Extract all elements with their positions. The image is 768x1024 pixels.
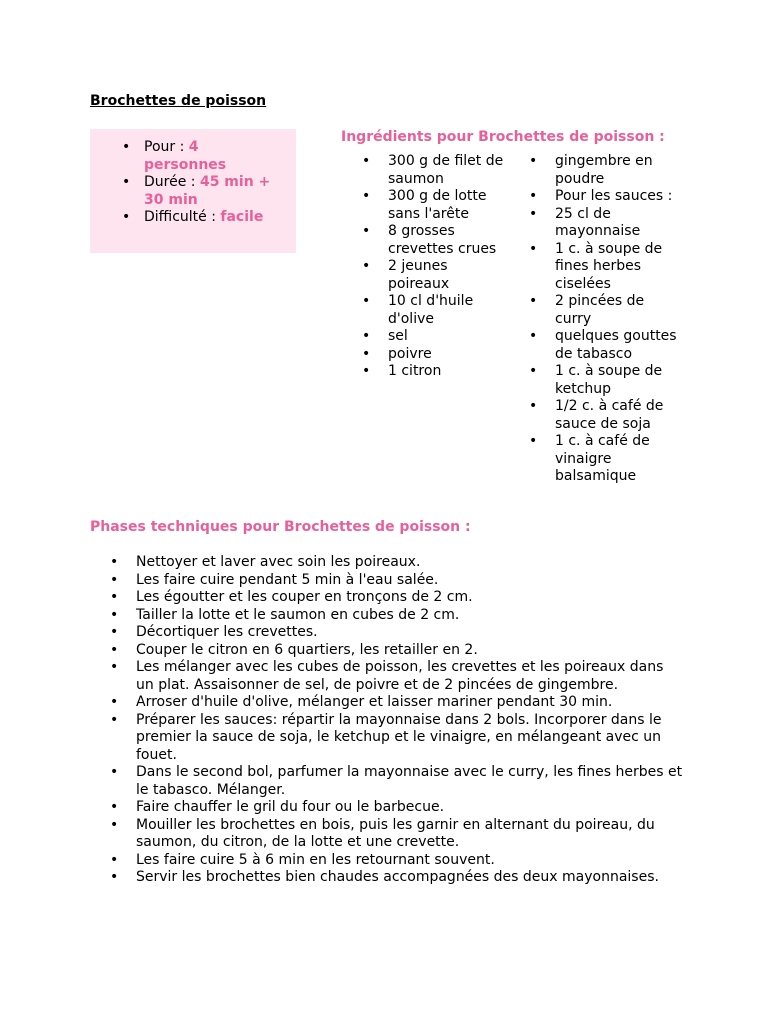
- step-item: [110, 799, 684, 817]
- ingredient-item-text: 1 c. à soupe de ketchup: [555, 363, 663, 397]
- info-value: 4 personnes: [144, 139, 227, 173]
- ingredient-item: [529, 433, 677, 486]
- recipe-title: Brochettes de poisson: [90, 93, 267, 109]
- info-servings: [90, 139, 274, 174]
- step-item-text: Tailler la lotte et le saumon en cubes de 2 cm.: [136, 606, 460, 623]
- ingredients-column-2: [529, 153, 689, 486]
- step-item: [110, 764, 684, 799]
- step-item-text: Dans le second bol, parfumer la mayonnaise avec le curry, les fines herbes et le tabasco. Mélanger.: [136, 764, 683, 798]
- bullet-icon: •: [362, 153, 371, 169]
- step-item: [110, 572, 684, 590]
- ingredient-item-text: 1 c. à café de vinaigre balsamique: [555, 433, 650, 484]
- ingredient-item-text: 10 cl d'huile d'olive: [388, 293, 474, 327]
- step-item: [110, 659, 684, 694]
- bullet-icon: •: [529, 205, 538, 222]
- ingredient-item: [362, 328, 510, 346]
- steps-title: Phases techniques pour Brochettes de poisson :: [90, 519, 471, 535]
- step-item-text: Décortiquer les crevettes.: [136, 624, 318, 640]
- step-item: [110, 869, 684, 887]
- ingredient-item-text: Pour les sauces :: [555, 188, 673, 204]
- bullet-icon: •: [529, 293, 538, 309]
- bullet-icon: •: [110, 869, 119, 885]
- ingredient-item: [529, 398, 677, 433]
- bullet-icon: •: [529, 363, 538, 379]
- step-item-text: Préparer les sauces: répartir la mayonnaise dans 2 bols. Incorporer dans le premier la sauce de soja, le ketchup et le vinaigre, en mélangeant avec un fouet.: [136, 711, 662, 763]
- ingredient-item: [529, 241, 677, 294]
- step-item-text: Mouiller les brochettes en bois, puis les garnir en alternant du poireau, du saumon, du citron, de la lotte et une crevette.: [136, 816, 655, 850]
- bullet-icon: •: [362, 345, 371, 362]
- bullet-icon: •: [110, 641, 119, 658]
- ingredient-item-text: sel: [388, 328, 408, 344]
- ingredient-item: [362, 153, 510, 188]
- ingredient-item-text: poivre: [388, 345, 432, 362]
- step-item: [110, 624, 684, 642]
- bullet-icon: •: [110, 764, 119, 780]
- step-item: [110, 852, 684, 870]
- info-label: Difficulté :: [144, 209, 221, 225]
- ingredient-item-text: 1 citron: [388, 363, 442, 379]
- info-difficulty: [90, 209, 274, 227]
- ingredient-item: [362, 188, 510, 223]
- ingredient-item: [529, 153, 677, 188]
- ingredient-item-text: 1/2 c. à café de sauce de soja: [555, 398, 664, 432]
- bullet-icon: •: [122, 209, 131, 225]
- ingredient-item: [362, 293, 510, 328]
- ingredient-item: [529, 328, 677, 363]
- step-item: [110, 642, 684, 660]
- step-item-text: Les faire cuire 5 à 6 min en les retournant souvent.: [136, 851, 495, 868]
- bullet-icon: •: [362, 223, 371, 239]
- step-item: [110, 712, 684, 765]
- bullet-icon: •: [122, 139, 131, 155]
- ingredient-item: [529, 188, 677, 206]
- bullet-icon: •: [529, 328, 538, 344]
- bullet-icon: •: [110, 799, 119, 815]
- bullet-icon: •: [110, 624, 119, 640]
- bullet-icon: •: [529, 433, 538, 449]
- bullet-icon: •: [110, 554, 119, 570]
- step-item-text: Les faire cuire pendant 5 min à l'eau salée.: [136, 571, 439, 588]
- step-item: [110, 554, 684, 572]
- step-item-text: Couper le citron en 6 quartiers, les retailler en 2.: [136, 641, 478, 658]
- ingredients-title: Ingrédients pour Brochettes de poisson :: [341, 129, 665, 145]
- info-label: Pour :: [144, 139, 189, 155]
- bullet-icon: •: [110, 606, 119, 623]
- bullet-icon: •: [362, 363, 371, 379]
- ingredient-item: [529, 206, 677, 241]
- step-item: [110, 694, 684, 712]
- ingredient-item-text: 1 c. à soupe de fines herbes ciselées: [555, 240, 663, 292]
- info-box: [90, 129, 296, 253]
- ingredient-item: [362, 223, 510, 258]
- ingredient-item-text: 8 grosses crevettes crues: [388, 223, 497, 257]
- bullet-icon: •: [362, 328, 371, 344]
- ingredient-item-text: 300 g de filet de saumon: [388, 153, 504, 187]
- bullet-icon: •: [110, 816, 119, 833]
- bullet-icon: •: [110, 694, 119, 710]
- ingredient-item-text: gingembre en poudre: [555, 153, 653, 187]
- step-item: [110, 607, 684, 625]
- bullet-icon: •: [362, 293, 371, 309]
- ingredient-item: [529, 293, 677, 328]
- step-item-text: Les mélanger avec les cubes de poisson, les crevettes et les poireaux dans un plat. Assaisonner de sel, de poivre et de 2 pincées de gingembre.: [136, 659, 664, 693]
- ingredients-column-1: [362, 153, 522, 381]
- step-item: [110, 589, 684, 607]
- step-item-text: Servir les brochettes bien chaudes accompagnées des deux mayonnaises.: [136, 869, 659, 885]
- bullet-icon: •: [529, 240, 538, 257]
- ingredient-item-text: 25 cl de mayonnaise: [555, 205, 641, 239]
- bullet-icon: •: [110, 571, 119, 588]
- ingredient-item-text: 300 g de lotte sans l'arête: [388, 188, 487, 222]
- bullet-icon: •: [110, 589, 119, 605]
- ingredient-item-text: 2 pincées de curry: [555, 293, 645, 327]
- ingredient-item: [362, 363, 510, 381]
- step-item-text: Arroser d'huile d'olive, mélanger et laisser mariner pendant 30 min.: [136, 694, 613, 710]
- bullet-icon: •: [529, 188, 538, 204]
- step-item: [110, 817, 684, 852]
- step-item-text: Les égoutter et les couper en tronçons de 2 cm.: [136, 589, 473, 605]
- bullet-icon: •: [529, 398, 538, 414]
- steps-list: [110, 554, 690, 887]
- ingredient-item-text: quelques gouttes de tabasco: [555, 328, 677, 362]
- info-duration: [90, 174, 274, 209]
- bullet-icon: •: [122, 174, 131, 190]
- info-value: 45 min + 30 min: [144, 174, 271, 208]
- bullet-icon: •: [110, 851, 119, 868]
- bullet-icon: •: [110, 711, 119, 728]
- ingredient-item: [362, 346, 510, 364]
- info-value: facile: [220, 209, 264, 225]
- step-item-text: Faire chauffer le gril du four ou le barbecue.: [136, 799, 445, 815]
- bullet-icon: •: [362, 188, 371, 204]
- ingredient-item: [362, 258, 510, 293]
- ingredient-item: [529, 363, 677, 398]
- step-item-text: Nettoyer et laver avec soin les poireaux.: [136, 554, 421, 570]
- ingredient-item-text: 2 jeunes poireaux: [388, 258, 450, 292]
- bullet-icon: •: [110, 659, 119, 675]
- info-list: [90, 139, 296, 227]
- bullet-icon: •: [362, 258, 371, 274]
- bullet-icon: •: [529, 153, 538, 169]
- info-label: Durée :: [144, 174, 200, 190]
